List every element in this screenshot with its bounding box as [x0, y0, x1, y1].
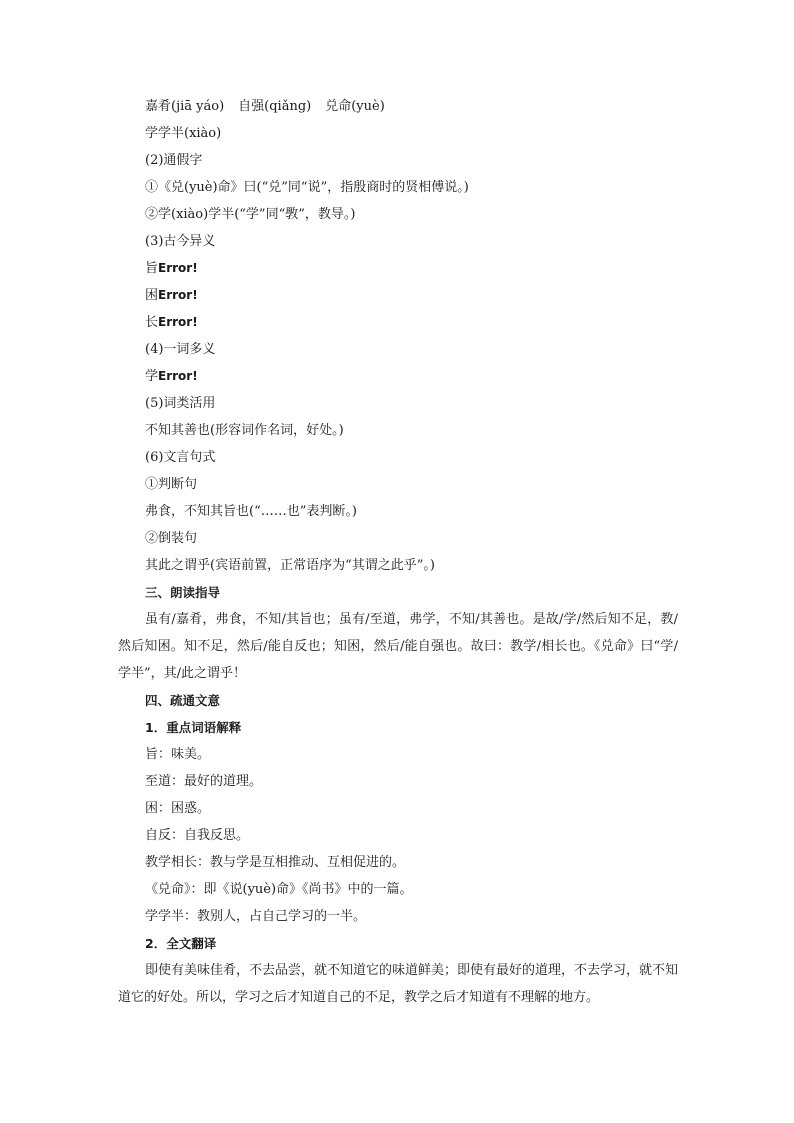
heading-duoyi: (4)一词多义 — [145, 342, 216, 357]
jushi-daozhuang-example: 其此之谓乎(宾语前置，正常语序为“其谓之此乎”。) — [145, 558, 435, 573]
tongjia-item-1: ①《兑(yuè)命》曰(“兑”同“说”，指殷商时的贤相傅说。) — [145, 180, 469, 195]
pronunciation-ziqiang: 自强(qiǎng) — [238, 99, 312, 114]
term-item: 教学相长：教与学是互相推动、互相促进的。 — [145, 855, 406, 870]
term-item: 至道：最好的道理。 — [145, 774, 263, 789]
pronunciation-yueming: 兑命(yuè) — [325, 99, 385, 114]
error-text: Error! — [158, 369, 198, 383]
section3-reading-text: 虽有/嘉肴，弗食，不知/其旨也；虽有/至道，弗学，不知/其善也。是故/学/然后知不足，教/然后知困。知不足，然后/能自反也；知困，然后/能自强也。故曰：教学/相长也。《兑命》曰“学/学半”，其/此之谓乎！ — [118, 612, 678, 681]
translation-text: 即使有美味佳肴，不去品尝，就不知道它的味道鲜美；即使有最好的道理，不去学习，就不知道它的好处。所以，学习之后才知道自己的不足，教学之后才知道有不理解的地方。 — [118, 963, 679, 1005]
error-text: Error! — [158, 261, 198, 275]
term-item: 自反：自我反思。 — [145, 828, 250, 843]
term-item: 旨：味美。 — [145, 747, 211, 762]
huoyong-item-1: 不知其善也(形容词作名词，好处。) — [145, 423, 344, 438]
error-text: Error! — [158, 288, 198, 302]
jushi-panduan-example: 弗食，不知其旨也(“……也”表判断。) — [145, 504, 357, 519]
section4-subheading-translation: 2．全文翻译 — [145, 936, 217, 951]
heading-tongjia: (2)通假字 — [145, 153, 203, 168]
error-text: Error! — [158, 315, 198, 329]
section4-subheading-terms: 1．重点词语解释 — [145, 720, 242, 735]
heading-gujin: (3)古今异义 — [145, 234, 216, 249]
duoyi-char-xue: 学 — [145, 369, 159, 384]
term-item: 《兑命》：即《说(yuè)命》《尚书》中的一篇。 — [145, 882, 413, 897]
tongjia-item-2: ②学(xiào)学半(“学”同“斆”，教导。) — [145, 207, 356, 222]
gujin-char-zhang: 长 — [145, 315, 159, 330]
jushi-daozhuang: ②倒装句 — [145, 531, 198, 546]
gujin-item-zhang — [118, 309, 678, 336]
section3-title: 三、朗读指导 — [145, 585, 221, 600]
jushi-panduan: ①判断句 — [145, 477, 198, 492]
heading-jushi: (6)文言句式 — [145, 450, 216, 465]
duoyi-item-xue — [118, 363, 678, 390]
gujin-item-zhi — [118, 255, 678, 282]
heading-huoyong: (5)词类活用 — [145, 396, 216, 411]
gujin-item-kun — [118, 282, 678, 309]
term-item: 困：困惑。 — [145, 801, 211, 816]
pronunciation-line — [118, 93, 678, 120]
section4-title: 四、疏通文意 — [145, 693, 221, 708]
document-content — [118, 93, 678, 1011]
pronunciation-jiayao: 嘉肴(jiā yáo) — [145, 99, 225, 114]
pronunciation-xuexueban: 学学半(xiào) — [145, 126, 222, 141]
term-item: 学学半：教别人，占自己学习的一半。 — [145, 909, 367, 924]
gujin-char-kun: 困 — [145, 288, 159, 303]
gujin-char-zhi: 旨 — [145, 261, 159, 276]
